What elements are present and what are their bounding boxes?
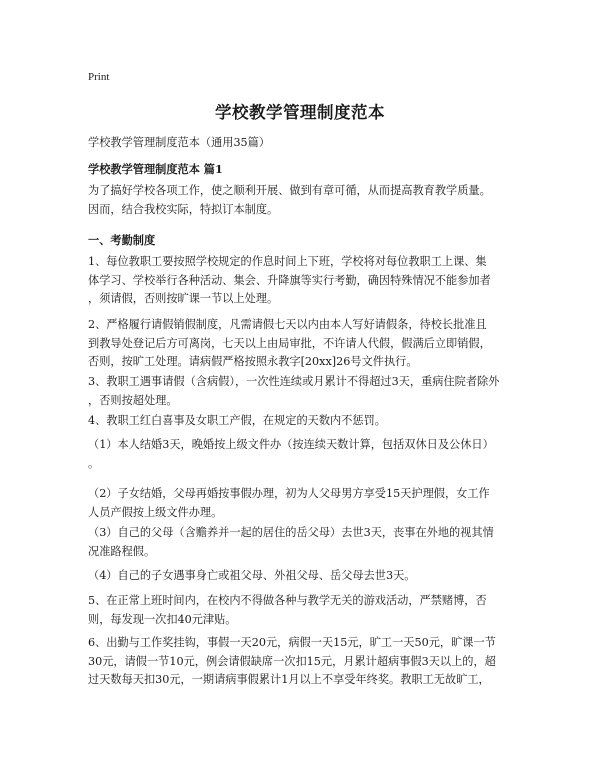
rule-line: （2）子女结婚，父母再婚按事假办理，初为人父母男方享受15天护理假，女工作 [88, 487, 490, 500]
section-heading-attendance: 一、考勤制度 [88, 233, 156, 247]
intro-line: 为了搞好学校各项工作，使之顺利开展、做到有章可循，从而提高教育教学质量。 [88, 184, 491, 197]
rule-item-4-4 [88, 567, 518, 586]
rule-line: （3）自己的父母（含赡养并一起的居住的岳父母）去世3天，丧事在外地的视其情 [88, 526, 494, 539]
intro-line: 因而，结合我校实际，特拟订本制度。 [88, 202, 279, 216]
rule-line: （4）自己的子女遇事身亡或祖父母、外祖父母、岳父母去世3天。 [88, 569, 416, 582]
rule-line: 30元，请假一节10元，例会请假缺席一次扣15元，月累计超病事假3天以上的，超 [88, 654, 496, 668]
rule-line: 否则，按旷工处理。请病假严格按照永教字[20xx]26号文件执行。 [88, 355, 418, 368]
rule-item-6 [88, 634, 518, 690]
rule-item-1 [88, 253, 518, 309]
rule-line: 5、在正常上班时间内，在校内不得做各种与教学无关的游戏活动，严禁赌博，否 [88, 594, 487, 607]
rule-item-4-3 [88, 524, 518, 561]
rule-item-5 [88, 592, 518, 629]
rule-line: 则，每发现一次扣40元津贴。 [88, 612, 237, 626]
rule-line: 6、出勤与工作奖挂钩，事假一天20元，病假一天15元，旷工一天50元，旷课一节 [88, 636, 496, 649]
rule-line: （1）本人结婚3天，晚婚按上级文件办（按连续天数计算，包括双休日及公休日） [88, 438, 494, 451]
rule-item-2 [88, 316, 518, 372]
rule-item-3 [88, 373, 518, 410]
rule-line: 。 [88, 456, 100, 470]
document-title: 学校教学管理制度范本 [215, 103, 385, 122]
print-link[interactable]: Print [88, 71, 110, 83]
rule-item-4-1 [88, 436, 518, 473]
rule-line: 体学习、学校举行各种活动、集会、升降旗等实行考勤，确因特殊情况不能参加者 [88, 273, 491, 287]
intro-paragraph [88, 182, 518, 219]
rule-item-4-2 [88, 485, 518, 522]
rule-line: ，须请假，否则按旷课一节以上处理。 [88, 292, 279, 305]
rule-line: 况准路程假。 [88, 544, 156, 558]
rule-item-4 [88, 412, 518, 431]
rule-line: 到教导处登记后方可离岗，七天以上由局审批，不许请人代假，假满后立即销假， [88, 336, 491, 350]
rule-line: ，否则按超处理。 [88, 393, 178, 407]
rule-line: 4、教职工红白喜事及女职工产假，在规定的天数内不惩罚。 [88, 414, 386, 427]
rule-line: 过天数每天扣30元，一期请病事假累计1月以上不享受年终奖。教职工无故旷工， [88, 673, 490, 686]
part-heading: 学校教学管理制度范本 篇1 [88, 162, 223, 176]
document-subtitle: 学校教学管理制度范本（通用35篇） [88, 136, 271, 149]
rule-line: 1、每位教职工要按照学校规定的作息时间上下班，学校将对每位教职工上课、集 [88, 255, 487, 268]
rule-line: 人员产假按上级文件办理。 [88, 505, 223, 519]
rule-line: 3、教职工遇事请假（含病假），一次性连续或月累计不得超过3天，重病住院者除外 [88, 375, 500, 388]
rule-line: 2、严格履行请假销假制度，凡需请假七天以内由本人写好请假条，待校长批准且 [88, 318, 487, 331]
